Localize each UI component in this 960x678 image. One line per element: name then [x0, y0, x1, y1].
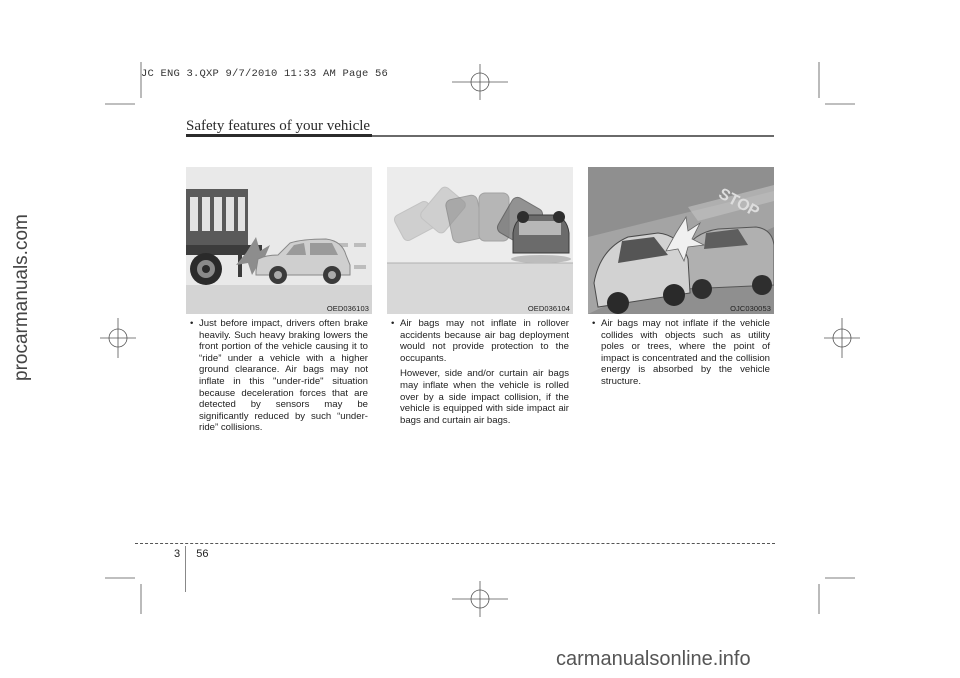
figure-caption: OED036104	[527, 304, 570, 313]
pole-collision-illustration	[588, 167, 774, 314]
column-1-text	[190, 318, 368, 438]
title-rule	[186, 134, 372, 137]
paragraph: However, side and/or curtain air bags may inflate when the vehicle is rolled over by a side impact collision, if the vehicle is equipped with side impact air bags and curtain air bags.	[400, 368, 569, 426]
title-rule-extension	[372, 135, 774, 137]
underride-illustration	[186, 167, 372, 314]
figure-rollover	[387, 167, 573, 314]
chapter-number: 3	[174, 548, 181, 560]
figure-caption: OJC030053	[730, 304, 771, 313]
column-2-text	[391, 318, 569, 426]
registration-mark-bottom	[452, 581, 508, 617]
rollover-illustration	[387, 167, 573, 314]
figure-caption: OED036103	[326, 304, 369, 313]
bullet-paragraph: • Air bags may not inflate in rollover accidents because air bag deployment would not provide protection to the occupants.	[391, 318, 569, 364]
section-title: Safety features of your vehicle	[186, 118, 371, 134]
registration-mark-right	[824, 318, 860, 358]
bottom-watermark: carmanualsonline.info	[556, 648, 751, 670]
bullet-paragraph: • Air bags may not inflate if the vehicle collides with objects such as utility poles or trees, where the point of impact is concentrated and the collision energy is absorbed by the vehicle structure.	[592, 318, 770, 388]
page-number-value: 56	[196, 548, 209, 560]
figure-pole-collision	[588, 167, 774, 314]
bullet-paragraph: • Just before impact, drivers often brake heavily. Such heavy braking lowers the front portion of the vehicle causing it to “ride” under a vehicle with a higher ground clearance. Air bags may not inflate in this "under-ride" situation because deceleration forces that are detected by sensors may be significantly reduced by such “under-ride” collisions.	[190, 318, 368, 434]
print-header: JC ENG 3.QXP 9/7/2010 11:33 AM Page 56	[141, 68, 389, 80]
footer-rule	[135, 543, 775, 544]
registration-mark-top	[452, 64, 508, 100]
registration-mark-left	[100, 318, 136, 358]
road-marking: STOP	[715, 185, 762, 221]
figure-underride	[186, 167, 372, 314]
page-number	[174, 548, 209, 560]
side-watermark: procarmanuals.com	[11, 214, 32, 381]
column-3-text	[592, 318, 770, 392]
